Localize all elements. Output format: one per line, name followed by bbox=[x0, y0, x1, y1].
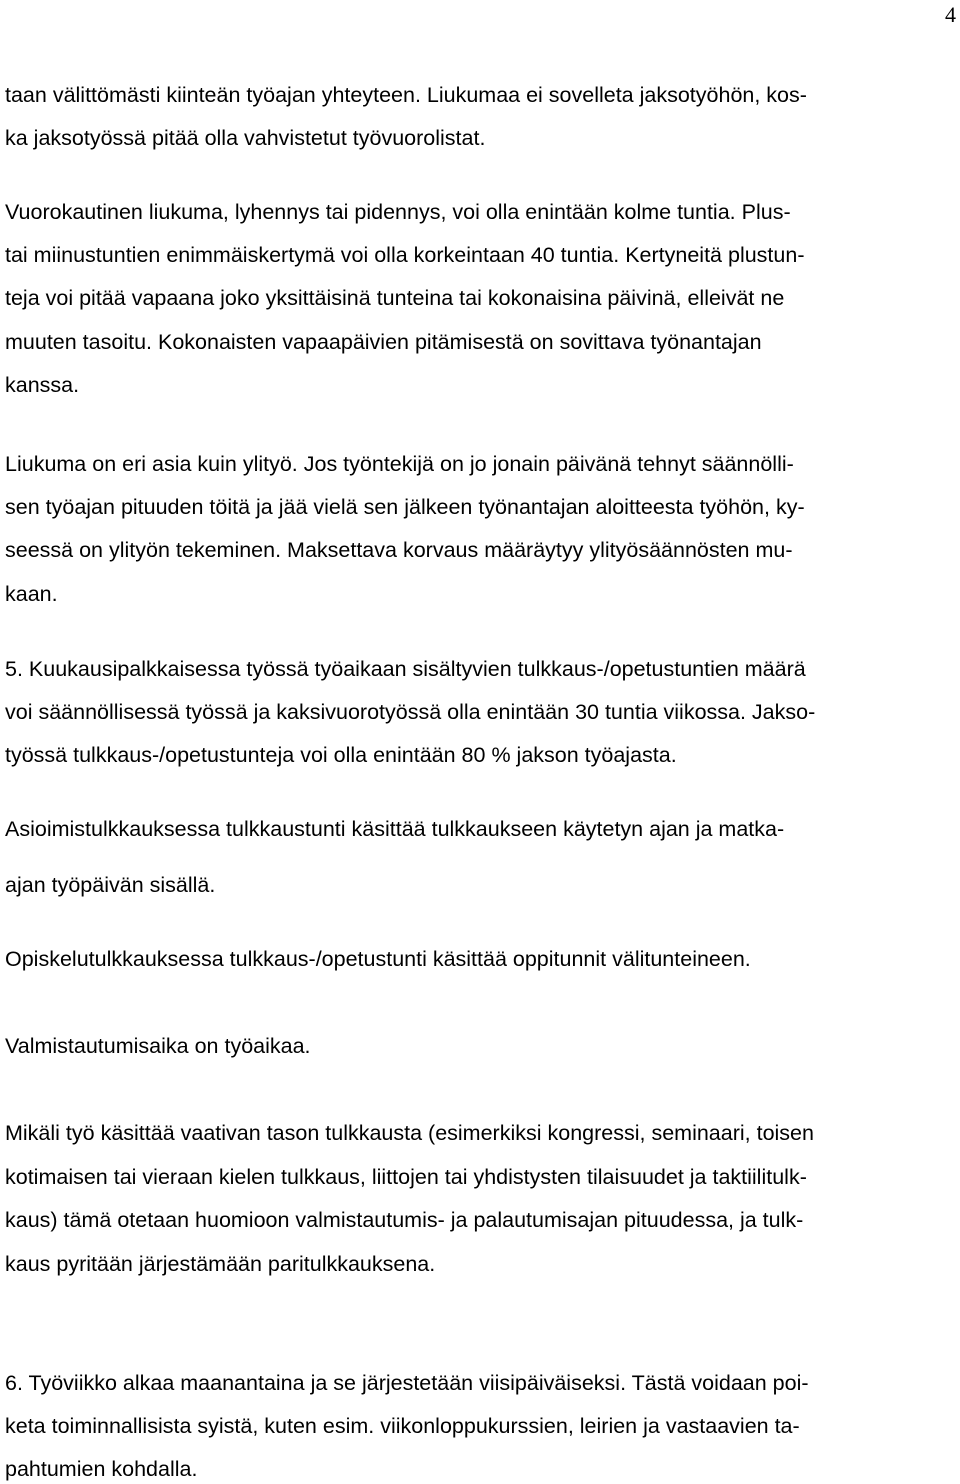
text-line: ka jaksotyössä pitää olla vahvistetut työvuorolistat. bbox=[5, 126, 486, 150]
text-line: voi säännöllisessä työssä ja kaksivuorotyössä olla enintään 30 tuntia viikossa. Jakso- bbox=[5, 700, 816, 724]
text-line: pahtumien kohdalla. bbox=[5, 1457, 198, 1481]
text-line: tai miinustuntien enimmäiskertymä voi olla korkeintaan 40 tuntia. Kertyneitä plustun- bbox=[5, 243, 805, 267]
text-line: muuten tasoitu. Kokonaisten vapaapäivien pitämisestä on sovittava työnantajan bbox=[5, 330, 762, 354]
text-line: seessä on ylityön tekeminen. Maksettava korvaus määräytyy ylityösäännösten mu- bbox=[5, 538, 793, 562]
text-line: sen työajan pituuden töitä ja jää vielä sen jälkeen työnantajan aloitteesta työhön, ky- bbox=[5, 495, 805, 519]
text-line: teja voi pitää vapaana joko yksittäisinä tunteina tai kokonaisina päivinä, elleivät ne bbox=[5, 286, 785, 310]
text-line: Asioimistulkkauksessa tulkkaustunti käsittää tulkkaukseen käytetyn ajan ja matka- bbox=[5, 817, 785, 841]
text-line: Vuorokautinen liukuma, lyhennys tai pidennys, voi olla enintään kolme tuntia. Plus- bbox=[5, 200, 791, 224]
text-line: keta toiminnallisista syistä, kuten esim. viikonloppukurssien, leirien ja vastaavien ta- bbox=[5, 1414, 800, 1438]
text-line: taan välittömästi kiinteän työajan yhteyteen. Liukumaa ei sovelleta jaksotyöhön, kos- bbox=[5, 83, 807, 107]
text-line: kanssa. bbox=[5, 373, 80, 397]
text-line: kaus) tämä otetaan huomioon valmistautumis- ja palautumisajan pituudessa, ja tulk- bbox=[5, 1208, 804, 1232]
text-line: kotimaisen tai vieraan kielen tulkkaus, liittojen tai yhdistysten tilaisuudet ja taktiilitulk- bbox=[5, 1165, 807, 1189]
text-line: 5. Kuukausipalkkaisessa työssä työaikaan sisältyvien tulkkaus-/opetustuntien määrä bbox=[5, 657, 806, 681]
text-line: 6. Työviikko alkaa maanantaina ja se järjestetään viisipäiväiseksi. Tästä voidaan poi- bbox=[5, 1371, 809, 1395]
text-line: Valmistautumisaika on työaikaa. bbox=[5, 1034, 311, 1058]
text-line: Liukuma on eri asia kuin ylityö. Jos työntekijä on jo jonain päivänä tehnyt säännölli- bbox=[5, 452, 794, 476]
text-line: Opiskelutulkkauksessa tulkkaus-/opetustunti käsittää oppitunnit välitunteineen. bbox=[5, 947, 751, 971]
text-line: ajan työpäivän sisällä. bbox=[5, 873, 216, 897]
text-line: kaus pyritään järjestämään paritulkkauksena. bbox=[5, 1252, 436, 1276]
text-line: työssä tulkkaus-/opetustunteja voi olla enintään 80 % jakson työajasta. bbox=[5, 743, 677, 767]
text-line: Mikäli työ käsittää vaativan tason tulkkausta (esimerkiksi kongressi, seminaari, toisen bbox=[5, 1121, 814, 1145]
page-number: 4 bbox=[945, 2, 956, 27]
text-line: kaan. bbox=[5, 582, 58, 606]
